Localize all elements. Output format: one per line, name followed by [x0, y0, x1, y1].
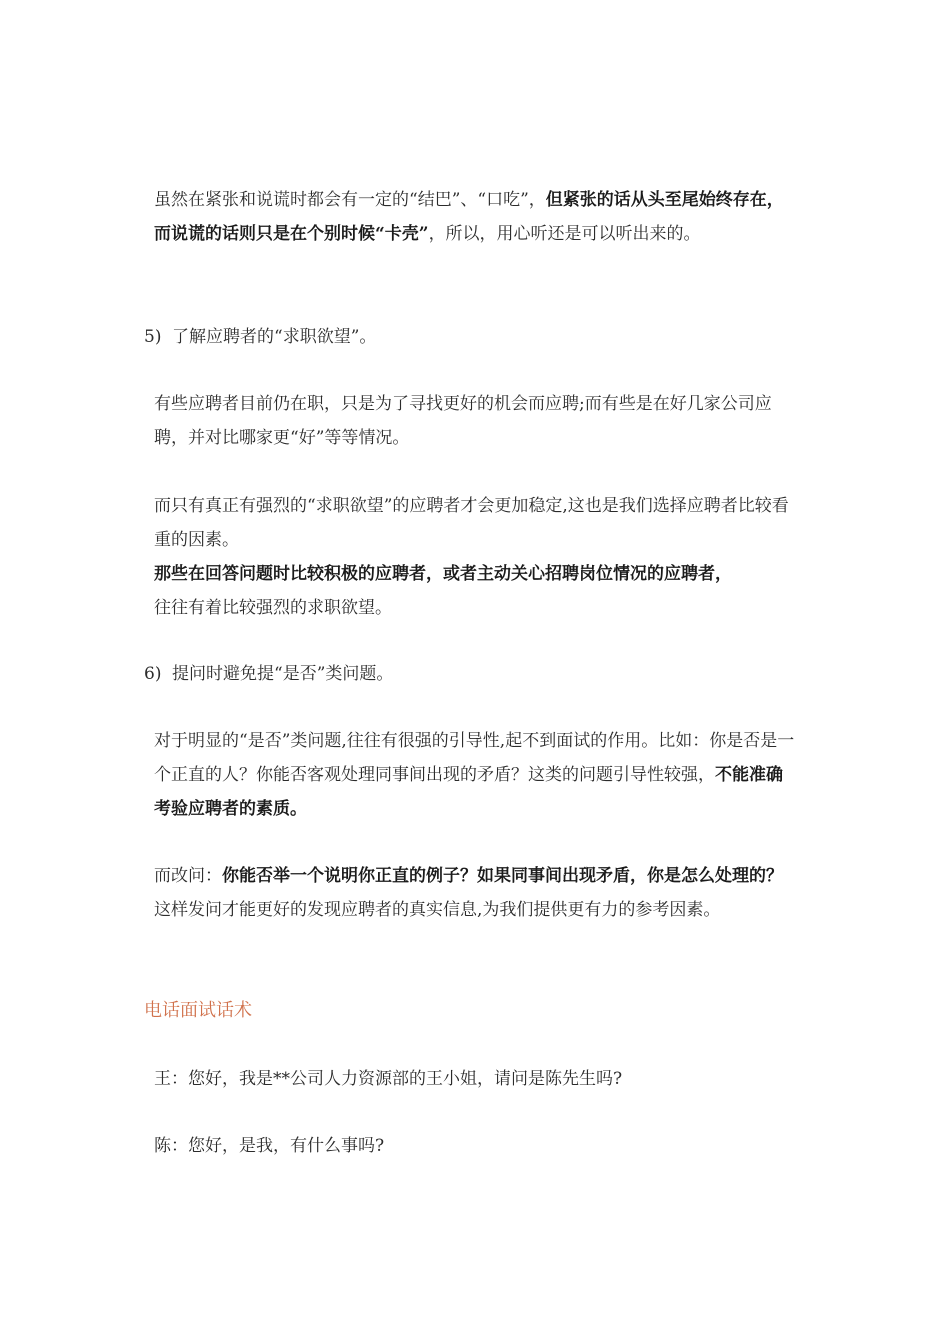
list-item-5: [144, 320, 376, 354]
dialog-line-chen: 陈：您好，是我，有什么事吗?: [154, 1136, 385, 1156]
list-item-6-number: 6): [144, 664, 162, 684]
dialog-line-wang: 王：您好，我是**公司人力资源部的王小姐，请问是陈先生吗?: [154, 1069, 623, 1089]
paragraph-desire-bold: 那些在回答问题时比较积极的应聘者，或者主动关心招聘岗位情况的应聘者，: [154, 564, 732, 584]
paragraph-stutter-text-2: ，所以，用心听还是可以听出来的。: [428, 224, 701, 244]
paragraph-rephrase: [154, 859, 799, 927]
paragraph-stutter-text-1: 虽然在紧张和说谎时都会有一定的“结巴”、“口吃”，: [154, 190, 546, 210]
paragraph-desire-text-1: 而只有真正有强烈的“求职欲望”的应聘者才会更加稳定,这也是我们选择应聘者比较看重的因素。: [154, 496, 789, 550]
paragraph-stutter: [154, 183, 799, 251]
list-item-5-text: 了解应聘者的“求职欲望”。: [172, 327, 377, 347]
paragraph-applicants-text: 有些应聘者目前仍在职，只是为了寻找更好的机会而应聘;而有些是在好几家公司应聘，并对比哪家更“好”等等情况。: [154, 394, 772, 448]
paragraph-yes-no-text: 对于明显的“是否”类问题,往往有很强的引导性,起不到面试的作用。比如：你是否是一个正直的人？你能否客观处理同事间出现的矛盾？这类的问题引导性较强，: [154, 731, 795, 785]
paragraph-yes-no: [154, 724, 799, 826]
paragraph-yes-no-bold: 不能准确考验应聘者的素质。: [154, 765, 783, 819]
paragraph-rephrase-text-1: 而改问：: [154, 866, 222, 886]
list-item-6-text: 提问时避免提“是否”类问题。: [172, 664, 394, 684]
section-title-phone-interview: 电话面试话术: [144, 1000, 252, 1021]
list-item-5-number: 5): [144, 327, 162, 347]
paragraph-applicants: [154, 387, 799, 455]
paragraph-rephrase-text-2: 这样发问才能更好的发现应聘者的真实信息,为我们提供更有力的参考因素。: [154, 900, 721, 920]
paragraph-rephrase-bold: 你能否举一个说明你正直的例子？如果同事间出现矛盾，你是怎么处理的？: [222, 866, 783, 886]
paragraph-desire: [154, 489, 799, 625]
paragraph-desire-text-2: 往往有着比较强烈的求职欲望。: [154, 598, 392, 618]
paragraph-stutter-bold: 但紧张的话从头至尾始终存在，而说谎的话则只是在个别时候“卡壳”: [154, 190, 784, 244]
list-item-6: [144, 657, 393, 691]
